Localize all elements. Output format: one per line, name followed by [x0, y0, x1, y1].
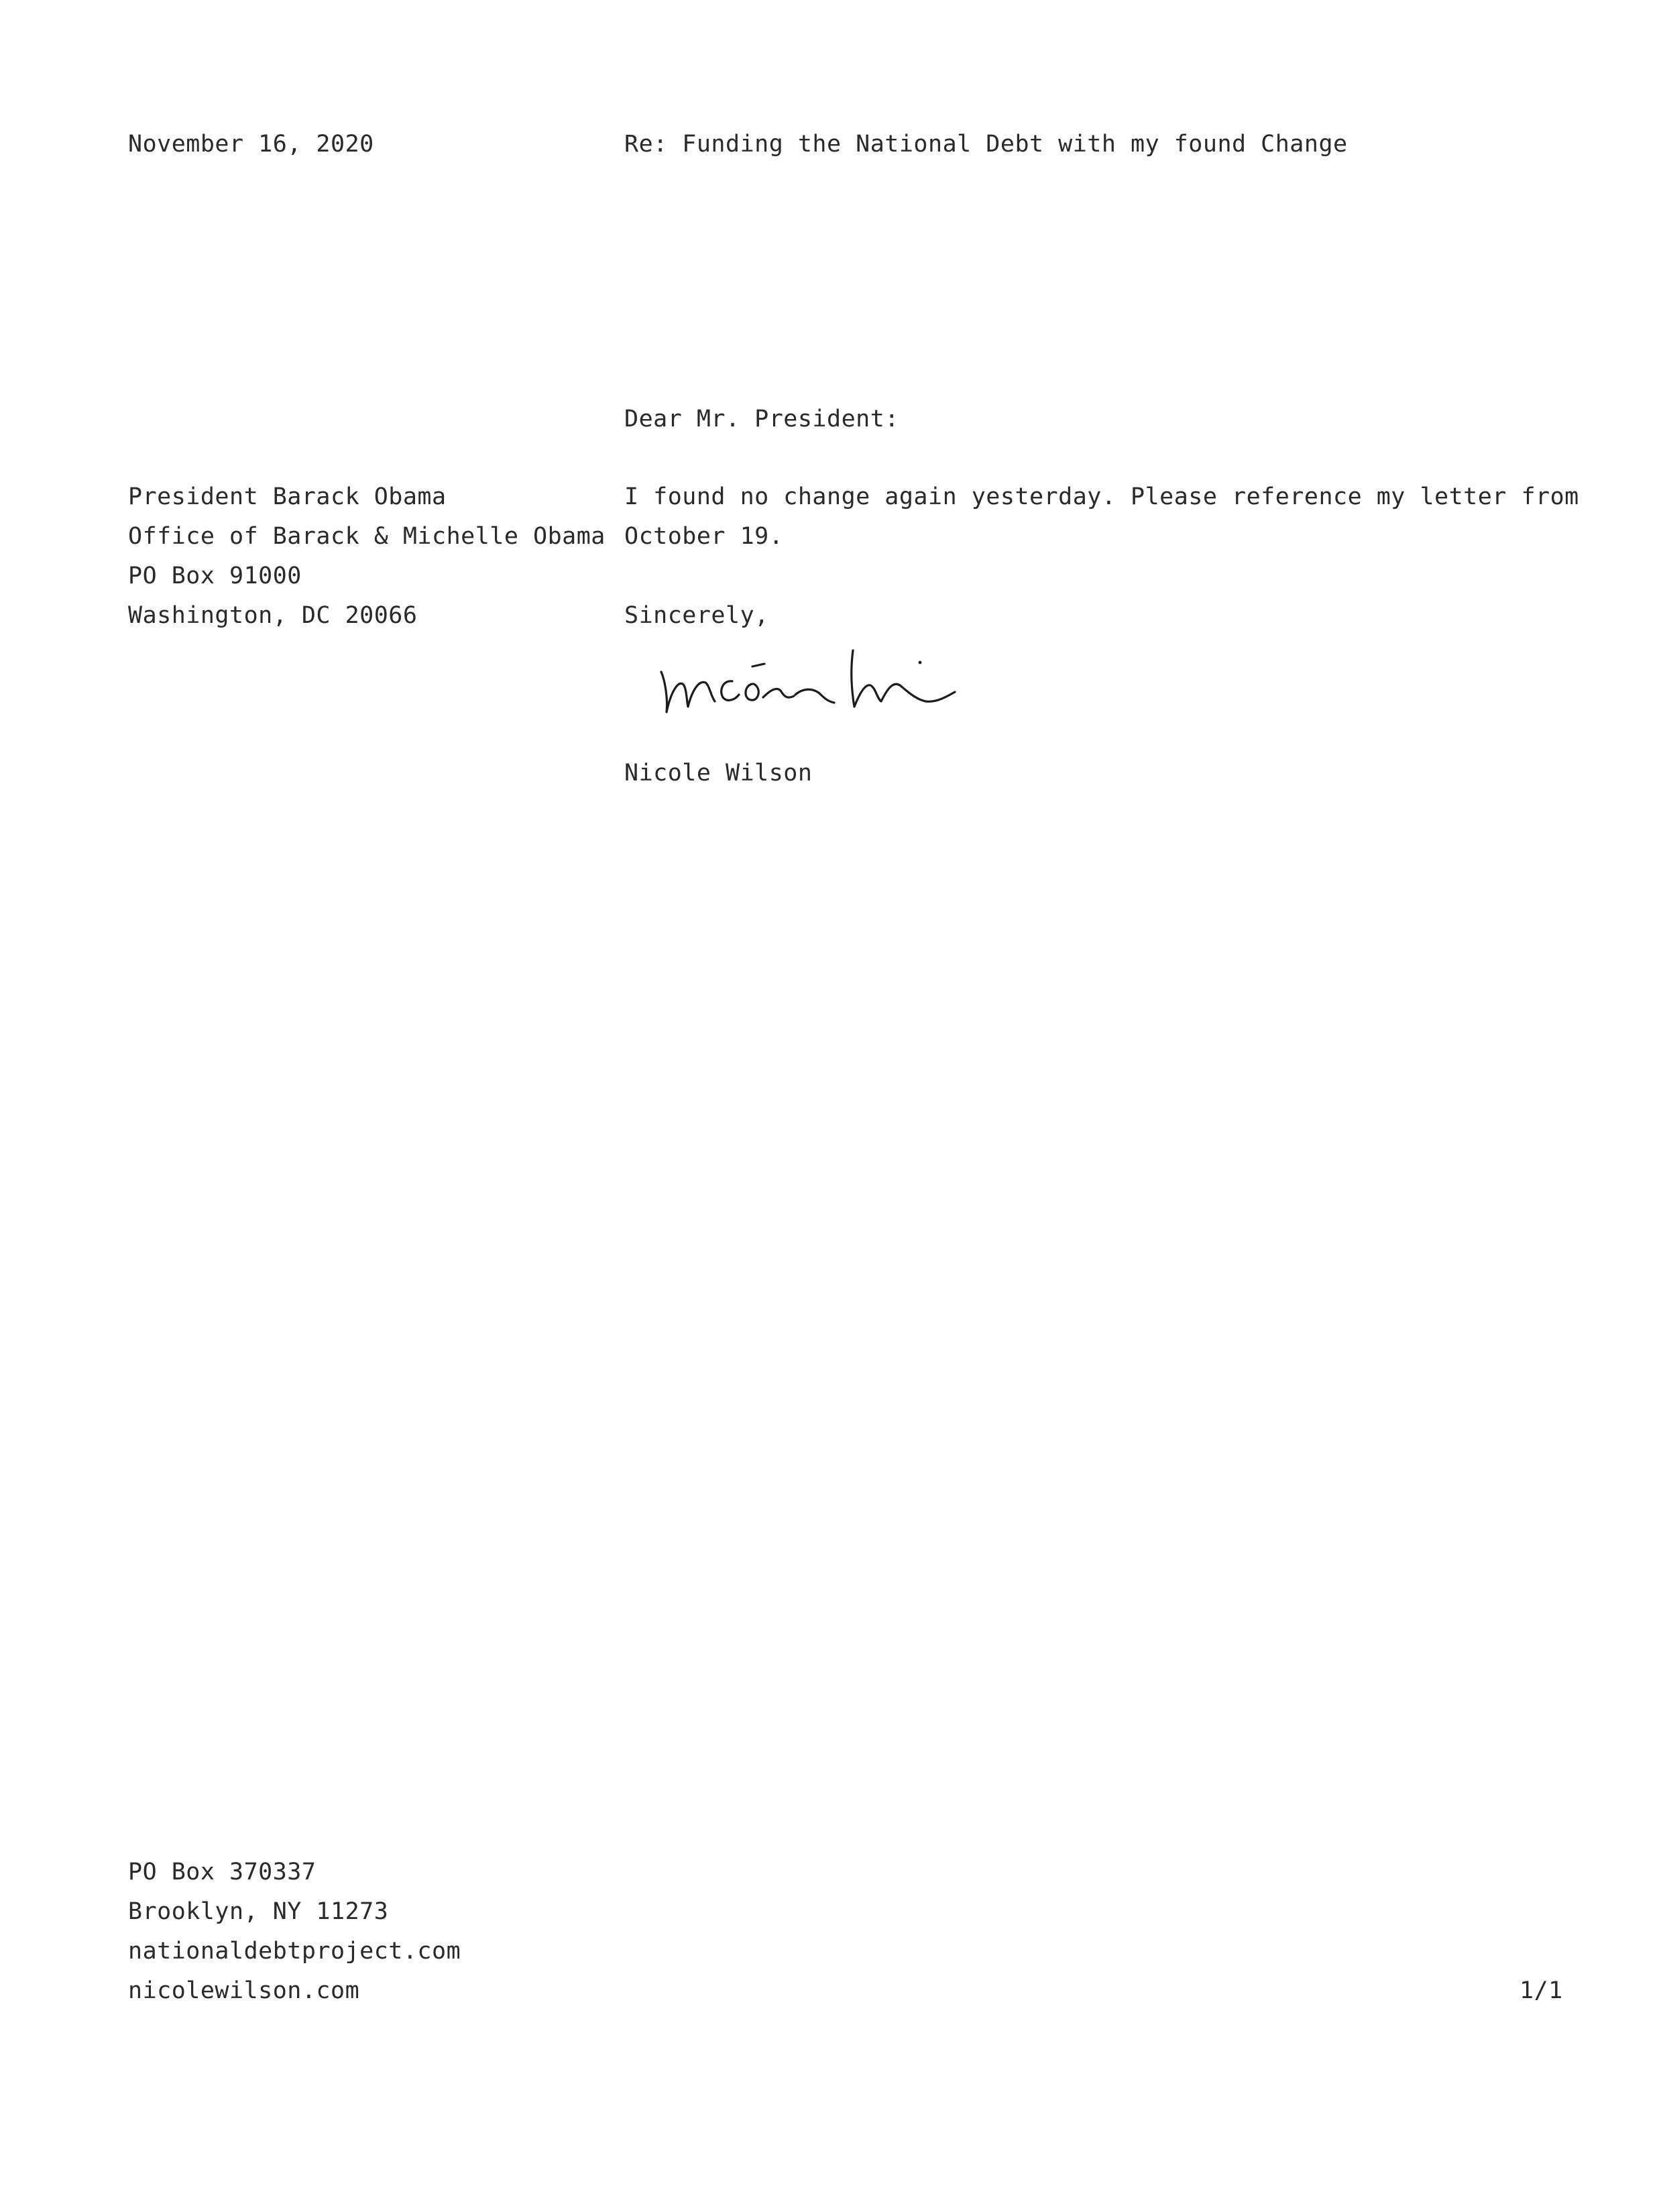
recipient-name: President Barack Obama [128, 483, 447, 510]
typed-signer-name: Nicole Wilson [624, 760, 813, 787]
handwritten-signature-icon [652, 624, 967, 731]
sender-website: nationaldebtproject.com [128, 1938, 461, 1965]
body-line: I found no change again yesterday. Please reference my letter from [624, 483, 1579, 510]
body-line: October 19. [624, 523, 784, 550]
salutation: Dear Mr. President: [624, 406, 899, 432]
sender-address [128, 1853, 461, 2011]
sender-po-box: PO Box 370337 [128, 1859, 317, 1885]
letter-date: November 16, 2020 [128, 131, 374, 158]
recipient-city: Washington, DC 20066 [128, 602, 418, 629]
letter-subject: Re: Funding the National Debt with my found Change [624, 131, 1348, 158]
closing: Sincerely, [624, 602, 769, 629]
sender-website: nicolewilson.com [128, 1977, 360, 2004]
sender-city: Brooklyn, NY 11273 [128, 1898, 389, 1925]
recipient-office: Office of Barack & Michelle Obama [128, 523, 606, 550]
page-number: 1/1 [1519, 1977, 1563, 2004]
letter-body [624, 477, 1579, 557]
recipient-address [128, 477, 606, 636]
recipient-po-box: PO Box 91000 [128, 563, 302, 589]
